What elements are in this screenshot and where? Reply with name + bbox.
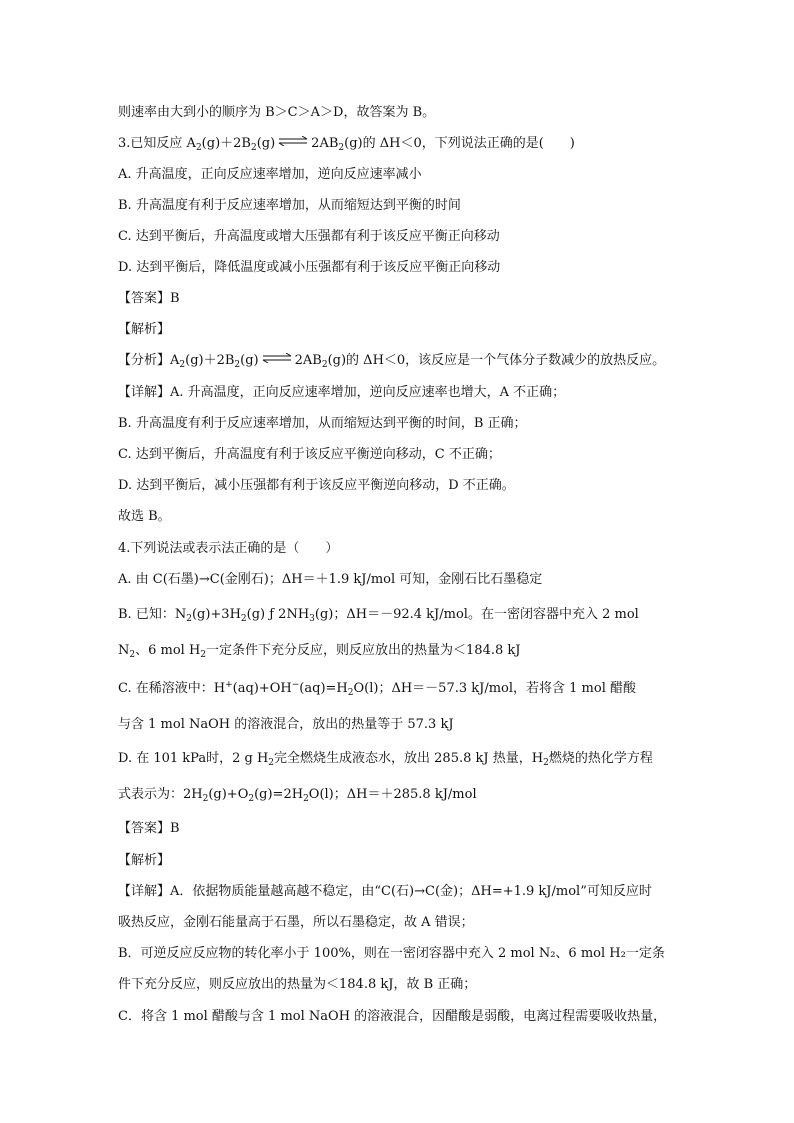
detail-a: 【详解】A. 升高温度，正向反应速率增加，逆向反应速率也增大，A 不正确； <box>118 385 566 400</box>
answer-label-2: 【答案】B <box>118 821 180 836</box>
q4-option-b-line2: $N_2$、6 mol $H_2$一定条件下充分反应，则反应放出的热量为＜184.8 kJ <box>118 643 521 660</box>
q4-option-d-line2: 式表示为：$2H_2(g)+O_2(g)=2H_2O(l)$；ΔH＝＋285.8 kJ/mol <box>118 787 477 804</box>
option-b: B. 升高温度有利于反应速率增加，从而缩短达到平衡的时间 <box>118 198 461 213</box>
text-line: 则速率由大到小的顺序为 B＞C＞A＞D，故答案为 B。 <box>118 105 436 120</box>
detail-d: D. 达到平衡后，减小压强都有利于该反应平衡逆向移动，D 不正确。 <box>118 478 515 493</box>
q4-detail-b-line2: 件下充分反应，则反应放出的热量为＜184.8 kJ，故 B 正确； <box>118 977 477 992</box>
q4-detail-b-line1: B．可逆反应反应物的转化率小于 100%，则在一密闭容器中充入 2 mol N₂、6 mol H₂一定条 <box>118 946 665 961</box>
q4-detail-a-line1: 【详解】A．依据物质能量越高越不稳定，由“C(石)→C(金)；ΔH=+1.9 kJ/mol”可知反应时 <box>118 884 652 899</box>
analysis-label-2: 【解析】 <box>118 853 171 868</box>
analysis-text: 【分析】$A_2(g)+2B_2(g)$ $2AB_2(g)$的 ΔH＜0，该反应是一个气体分子数减少的放热反应。 <box>118 353 666 370</box>
option-a: A. 升高温度，正向反应速率增加，逆向反应速率减小 <box>118 167 422 182</box>
q4-option-c-line2: 与含 1 mol NaOH 的溶液混合，放出的热量等于 57.3 kJ <box>118 717 454 732</box>
answer-label: 【答案】B <box>118 291 180 306</box>
conclusion: 故选 B。 <box>118 509 171 524</box>
question-3-stem: 3.已知反应 $A_2(g)+2B_2(g)$ $2AB_2(g)$的 ΔH＜0，下列说法正确的是( ) <box>118 136 575 153</box>
q4-option-d-line1: D. 在 101 kPa时，2 g $H_2$完全燃烧生成液态水，放出 285.8 kJ 热量，$H_2$燃烧的热化学方程 <box>118 751 653 768</box>
option-c: C. 达到平衡后，升高温度或增大压强都有利于该反应平衡正向移动 <box>118 229 500 244</box>
option-d: D. 达到平衡后，降低温度或减小压强都有利于该反应平衡正向移动 <box>118 260 501 275</box>
analysis-label: 【解析】 <box>118 322 171 337</box>
question-4-stem: 4.下列说法或表示法正确的是（ ） <box>118 541 339 556</box>
reversible-arrow-icon <box>262 353 292 363</box>
detail-c: C. 达到平衡后，升高温度有利于该反应平衡逆向移动，C 不正确； <box>118 447 501 462</box>
q4-option-c-line1: C. 在稀溶液中：$H^+(aq)+OH^-(aq)=H_2O(l)$；ΔH＝－57.3 kJ/mol，若将含 1 mol 醋酸 <box>118 680 637 698</box>
reversible-arrow-icon <box>278 136 308 146</box>
q4-detail-c-line1: C．将含 1 mol 醋酸与含 1 mol NaOH 的溶液混合，因醋酸是弱酸，电离过程需要吸收热量， <box>118 1009 667 1024</box>
q4-detail-a-line2: 吸热反应，金刚石能量高于石墨，所以石墨稳定，故 A 错误； <box>118 915 474 930</box>
q4-option-a: A. 由 C(石墨)→C(金刚石)；ΔH＝＋1.9 kJ/mol 可知，金刚石比石墨稳定 <box>118 572 543 587</box>
q4-option-b-line1: B. 已知：$N_2(g)+3H_2(g)$ ƒ $2NH_3(g)$；ΔH＝－92.4 kJ/mol。在一密闭容器中充入 2 mol <box>118 607 639 624</box>
detail-b: B. 升高温度有利于反应速率增加，从而缩短达到平衡的时间，B 正确； <box>118 416 527 431</box>
